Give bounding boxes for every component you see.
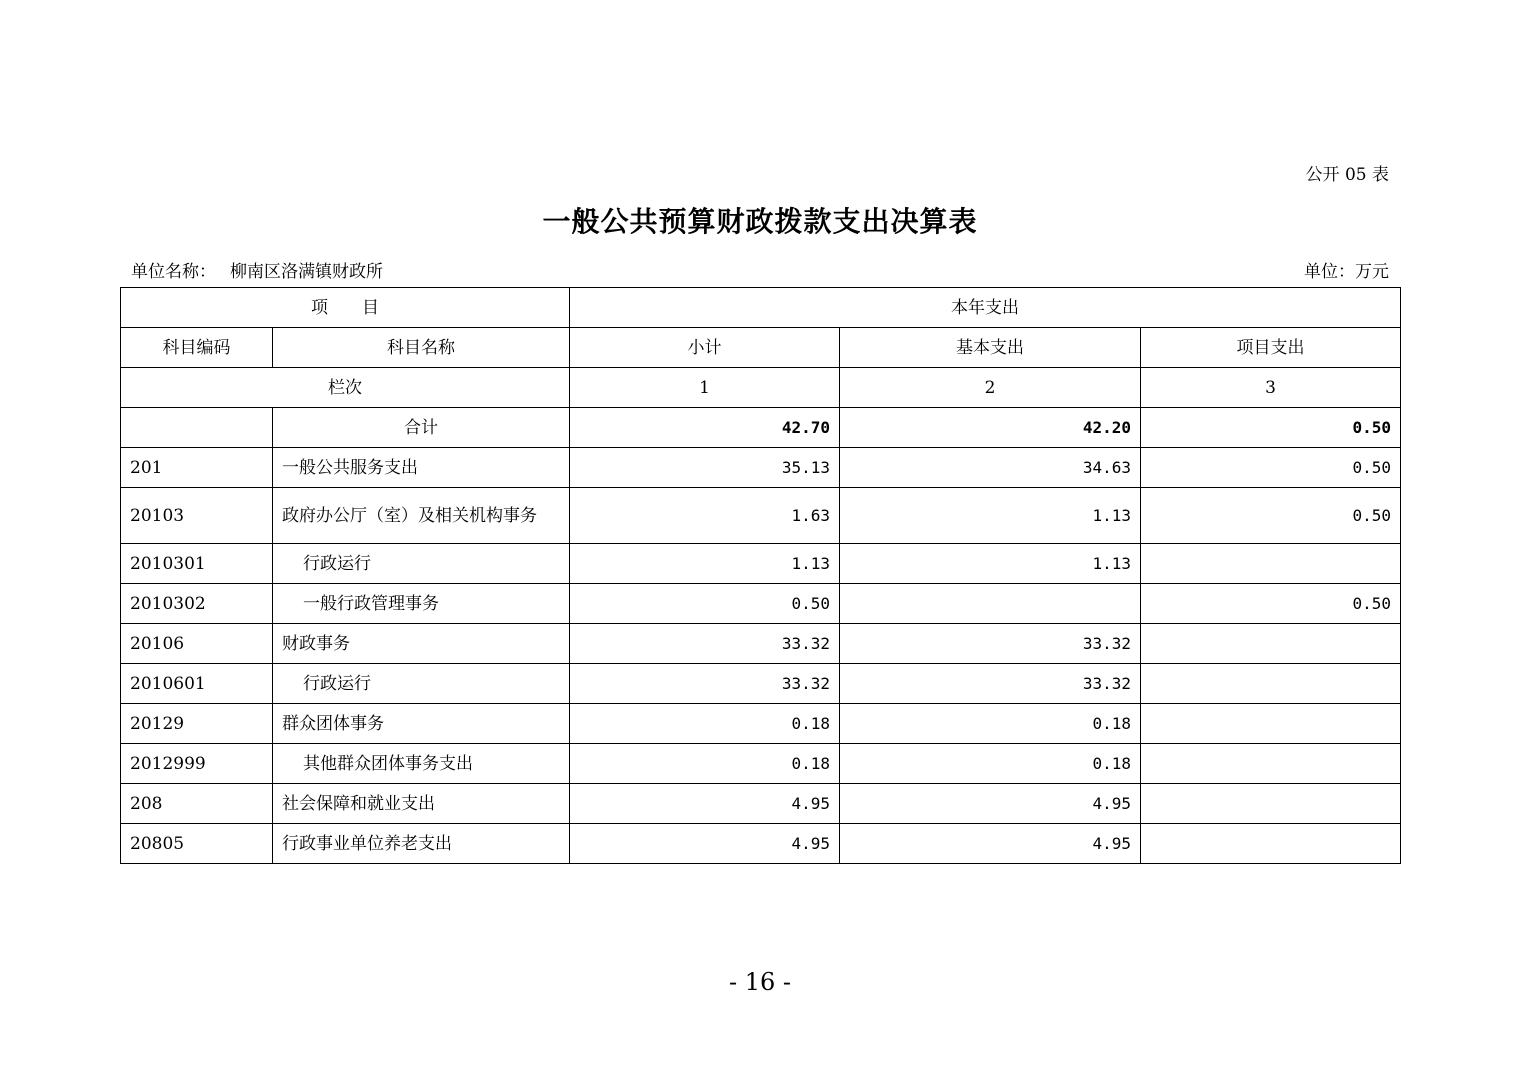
row-project: 0.50 [1141,584,1401,624]
row-name: 行政事业单位养老支出 [273,824,570,864]
table-row [121,448,1401,488]
expenditure-table [120,287,1401,864]
unit-name-line [131,257,383,282]
row-basic: 4.95 [840,824,1141,864]
header-row-2 [121,328,1401,368]
col-basic-header: 基本支出 [840,328,1141,368]
row-subtotal: 35.13 [570,448,840,488]
row-name: 行政运行 [303,553,371,574]
row-project [1141,784,1401,824]
row-name: 一般行政管理事务 [303,593,439,614]
col-index-3: 3 [1141,368,1401,408]
table-row [121,544,1401,584]
row-subtotal: 4.95 [570,824,840,864]
row-name-cell [273,744,570,784]
row-code: 2010301 [121,544,273,584]
row-name-cell [273,544,570,584]
unit-label: 单位：万元 [1304,262,1389,282]
row-subtotal: 0.50 [570,584,840,624]
row-subtotal: 0.18 [570,704,840,744]
row-name: 政府办公厅（室）及相关机构事务 [273,488,570,544]
row-code: 201 [121,448,273,488]
table-row [121,784,1401,824]
row-code: 208 [121,784,273,824]
col-index-1: 1 [570,368,840,408]
row-code: 2010601 [121,664,273,704]
unit-name-value: 柳南区洛满镇财政所 [230,262,383,282]
row-name: 一般公共服务支出 [273,448,570,488]
row-basic: 1.13 [840,488,1141,544]
table-row [121,624,1401,664]
row-basic: 0.18 [840,704,1141,744]
col-subtotal-header: 小计 [570,328,840,368]
index-row [121,368,1401,408]
total-code [121,408,273,448]
row-subtotal: 4.95 [570,784,840,824]
row-basic [840,584,1141,624]
page-title: 一般公共预算财政拨款支出决算表 [542,205,978,238]
row-basic: 33.32 [840,664,1141,704]
table-row [121,744,1401,784]
header-row-1 [121,288,1401,328]
row-project [1141,824,1401,864]
row-code: 2012999 [121,744,273,784]
total-row [121,408,1401,448]
col-index-2: 2 [840,368,1141,408]
row-project: 0.50 [1141,448,1401,488]
table-row [121,664,1401,704]
row-code: 20106 [121,624,273,664]
row-basic: 1.13 [840,544,1141,584]
total-label: 合计 [273,408,570,448]
row-name-cell [273,584,570,624]
row-subtotal: 0.18 [570,744,840,784]
table-row [121,824,1401,864]
row-name: 群众团体事务 [273,704,570,744]
row-code: 20103 [121,488,273,544]
row-subtotal: 1.63 [570,488,840,544]
row-project: 0.50 [1141,488,1401,544]
row-subtotal: 33.32 [570,624,840,664]
row-project [1141,664,1401,704]
total-subtotal: 42.70 [570,408,840,448]
row-code: 20805 [121,824,273,864]
row-name: 其他群众团体事务支出 [303,753,473,774]
form-code: 公开 05 表 [1305,165,1389,185]
row-project [1141,744,1401,784]
row-name-cell [273,664,570,704]
table-row [121,584,1401,624]
col-name-header: 科目名称 [273,328,570,368]
row-project [1141,624,1401,664]
col-code-header: 科目编码 [121,328,273,368]
row-subtotal: 33.32 [570,664,840,704]
header-project: 项 目 [121,288,570,328]
row-name: 财政事务 [273,624,570,664]
row-subtotal: 1.13 [570,544,840,584]
header-current-year: 本年支出 [570,288,1401,328]
row-code: 2010302 [121,584,273,624]
row-basic: 33.32 [840,624,1141,664]
row-name: 行政运行 [303,673,371,694]
row-basic: 0.18 [840,744,1141,784]
row-project [1141,704,1401,744]
row-code: 20129 [121,704,273,744]
col-project-header: 项目支出 [1141,328,1401,368]
unit-name-label: 单位名称： [131,262,216,282]
row-basic: 34.63 [840,448,1141,488]
table-row [121,488,1401,544]
row-basic: 4.95 [840,784,1141,824]
row-name: 社会保障和就业支出 [273,784,570,824]
table-row [121,704,1401,744]
col-index-label: 栏次 [121,368,570,408]
row-project [1141,544,1401,584]
total-project: 0.50 [1141,408,1401,448]
total-basic: 42.20 [840,408,1141,448]
page-number: - 16 - [728,968,791,996]
